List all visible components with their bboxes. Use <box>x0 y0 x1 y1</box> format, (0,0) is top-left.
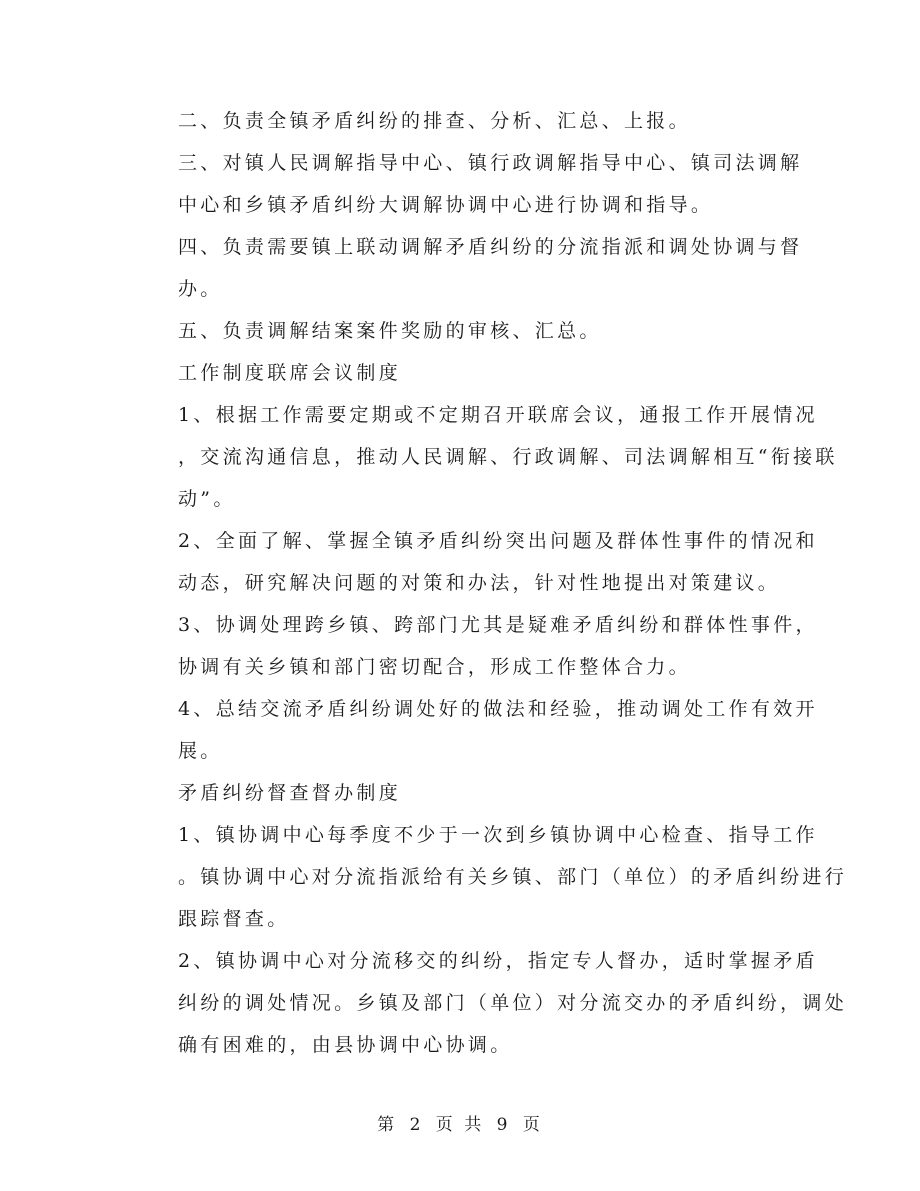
text-line: 2、全面了解、掌握全镇矛盾纠纷突出问题及群体性事件的情况和 <box>178 530 818 552</box>
text-line: 3、协调处理跨乡镇、跨部门尤其是疑难矛盾纠纷和群体性事件， <box>178 614 818 636</box>
paragraph <box>138 100 788 142</box>
text-line: 三、对镇人民调解指导中心、镇行政调解指导中心、镇司法调解 <box>178 152 803 174</box>
document-body <box>138 100 848 1066</box>
text-line: 。镇协调中心对分流指派给有关乡镇、部门（单位）的矛盾纠纷进行 <box>178 866 848 888</box>
text-line: 五、负责调解结案案件奖励的审核、汇总。 <box>178 320 602 342</box>
text-line: 四、负责需要镇上联动调解矛盾纠纷的分流指派和调处协调与督 <box>178 236 803 258</box>
text-line: 动”。 <box>178 488 236 510</box>
paragraph <box>138 352 788 394</box>
text-line: 办。 <box>178 278 223 300</box>
text-line: 展。 <box>178 740 223 762</box>
text-line: 纠纷的调处情况。乡镇及部门（单位）对分流交办的矛盾纠纷，调处 <box>178 992 848 1014</box>
paragraph <box>138 520 818 604</box>
text-line: 工作制度联席会议制度 <box>178 362 402 384</box>
text-line: 2、镇协调中心对分流移交的纠纷，指定专人督办，适时掌握矛盾 <box>178 950 818 972</box>
text-line: 协调有关乡镇和部门密切配合，形成工作整体合力。 <box>178 656 691 678</box>
paragraph <box>138 940 848 1066</box>
paragraph <box>138 604 818 688</box>
text-line: 1、镇协调中心每季度不少于一次到乡镇协调中心检查、指导工作 <box>178 824 818 846</box>
paragraph <box>138 394 838 520</box>
paragraph <box>138 814 848 940</box>
paragraph <box>138 772 788 814</box>
footer-middle: 页 共 <box>435 1115 485 1135</box>
text-line: ，交流沟通信息，推动人民调解、行政调解、司法调解相互“衔接联 <box>178 446 838 468</box>
text-line: 矛盾纠纷督查督办制度 <box>178 782 402 804</box>
paragraph <box>138 688 818 772</box>
paragraph <box>138 310 788 352</box>
text-line: 跟踪督查。 <box>178 908 290 930</box>
text-line: 中心和乡镇矛盾纠纷大调解协调中心进行协调和指导。 <box>178 194 714 216</box>
page-footer <box>0 1110 920 1135</box>
footer-suffix: 页 <box>522 1115 543 1135</box>
text-line: 1、根据工作需要定期或不定期召开联席会议，通报工作开展情况 <box>178 404 818 426</box>
paragraph <box>138 142 803 226</box>
text-line: 二、负责全镇矛盾纠纷的排查、分析、汇总、上报。 <box>178 110 691 132</box>
text-line: 4、总结交流矛盾纠纷调处好的做法和经验，推动调处工作有效开 <box>178 698 818 720</box>
text-line: 动态，研究解决问题的对策和办法，针对性地提出对策建议。 <box>178 572 781 594</box>
current-page-number: 2 <box>409 1115 424 1135</box>
text-line: 确有困难的，由县协调中心协调。 <box>178 1034 513 1056</box>
paragraph <box>138 226 803 310</box>
total-page-count: 9 <box>496 1115 511 1135</box>
footer-prefix: 第 <box>377 1115 398 1135</box>
